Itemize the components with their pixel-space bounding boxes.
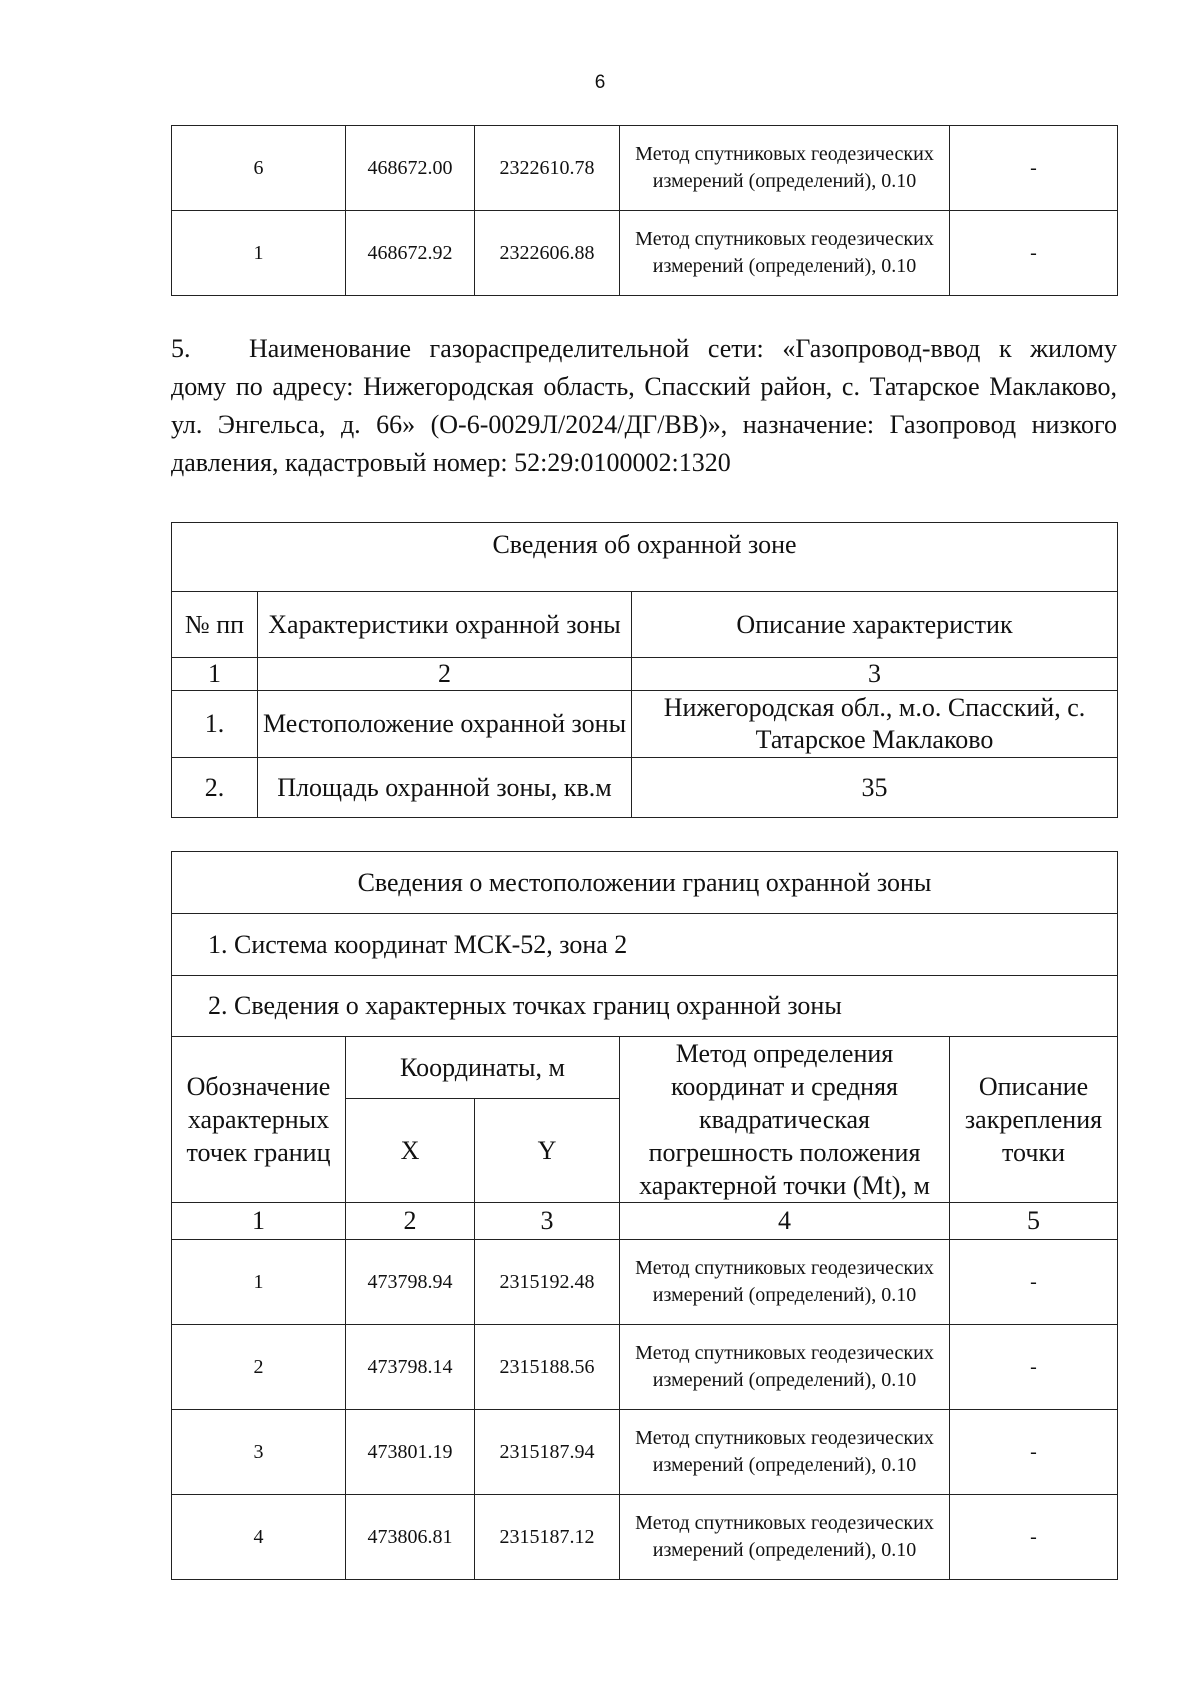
column-number: 2 <box>258 658 632 691</box>
table-title-row <box>172 852 1118 914</box>
method-cell: Метод спутниковых геодезических измерений (определений), 0.10 <box>620 1240 950 1325</box>
header-row <box>172 1037 1118 1099</box>
header-coords: Координаты, м <box>346 1037 620 1099</box>
table-row <box>172 126 1118 211</box>
y-cell: 2315187.12 <box>475 1495 620 1580</box>
column-numbers-row <box>172 658 1118 691</box>
x-cell: 473806.81 <box>346 1495 475 1580</box>
header-cell: Описание характеристик <box>632 592 1118 658</box>
y-cell: 2322610.78 <box>475 126 620 211</box>
method-cell: Метод спутниковых геодезических измерений (определений), 0.10 <box>620 211 950 296</box>
method-cell: Метод спутниковых геодезических измерений (определений), 0.10 <box>620 1325 950 1410</box>
y-cell: 2315192.48 <box>475 1240 620 1325</box>
row-number: 2. <box>172 758 258 818</box>
page-number: 6 <box>594 72 606 93</box>
row-number: 1. <box>172 691 258 758</box>
table-row <box>172 691 1118 758</box>
y-cell: 2322606.88 <box>475 211 620 296</box>
header-cell: Характеристики охранной зоны <box>258 592 632 658</box>
table-row <box>172 211 1118 296</box>
table-row <box>172 1410 1118 1495</box>
point-cell: 3 <box>172 1410 346 1495</box>
header-y: Y <box>475 1098 620 1202</box>
method-cell: Метод спутниковых геодезических измерений (определений), 0.10 <box>620 126 950 211</box>
coord-system: 1. Система координат МСК-52, зона 2 <box>172 914 1118 976</box>
table-title: Сведения о местоположении границ охранной зоны <box>172 852 1118 914</box>
desc-cell: - <box>950 1325 1118 1410</box>
table-row <box>172 1240 1118 1325</box>
points-title: 2. Сведения о характерных точках границ охранной зоны <box>172 976 1118 1037</box>
column-number: 1 <box>172 1203 346 1240</box>
column-number: 1 <box>172 658 258 691</box>
desc-cell: - <box>950 1410 1118 1495</box>
table-row <box>172 1495 1118 1580</box>
method-cell: Метод спутниковых геодезических измерений (определений), 0.10 <box>620 1410 950 1495</box>
zone-boundaries-table <box>171 851 1118 1580</box>
desc-cell: - <box>950 126 1118 211</box>
desc-cell: - <box>950 211 1118 296</box>
section-number: 5. <box>171 334 191 363</box>
column-number: 5 <box>950 1203 1118 1240</box>
row-name: Местоположение охранной зоны <box>258 691 632 758</box>
header-designation: Обозначение характерных точек границ <box>172 1037 346 1203</box>
table-row <box>172 1325 1118 1410</box>
points-title-row <box>172 976 1118 1037</box>
table-title-row <box>172 523 1118 592</box>
x-cell: 473798.94 <box>346 1240 475 1325</box>
point-cell: 2 <box>172 1325 346 1410</box>
table-title: Сведения об охранной зоне <box>172 523 1118 592</box>
column-numbers-row <box>172 1203 1118 1240</box>
point-cell: 4 <box>172 1495 346 1580</box>
point-cell: 1 <box>172 211 346 296</box>
y-cell: 2315187.94 <box>475 1410 620 1495</box>
table-row <box>172 758 1118 818</box>
y-cell: 2315188.56 <box>475 1325 620 1410</box>
protection-zone-table <box>171 522 1118 818</box>
points-table-continued <box>171 125 1118 296</box>
coord-system-row <box>172 914 1118 976</box>
x-cell: 468672.00 <box>346 126 475 211</box>
section-text: Наименование газораспределительной сети: «Газопровод-ввод к жилому дому по адресу: Нижегородская область, Спасский район, с. Татарское Маклаково, ул. Энгельса, д. 66» (О-6-0029Л/2024/ДГ/ВВ)», назначение: Газопровод низкого давления, кадастровый номер: 52:29:0100002:1320 <box>171 334 1117 477</box>
desc-cell: - <box>950 1240 1118 1325</box>
header-desc: Описание закрепления точки <box>950 1037 1118 1203</box>
method-cell: Метод спутниковых геодезических измерений (определений), 0.10 <box>620 1495 950 1580</box>
point-cell: 6 <box>172 126 346 211</box>
header-row <box>172 592 1118 658</box>
point-cell: 1 <box>172 1240 346 1325</box>
column-number: 3 <box>632 658 1118 691</box>
x-cell: 473801.19 <box>346 1410 475 1495</box>
column-number: 4 <box>620 1203 950 1240</box>
header-x: X <box>346 1098 475 1202</box>
desc-cell: - <box>950 1495 1118 1580</box>
row-value: Нижегородская обл., м.о. Спасский, с. Татарское Маклаково <box>632 691 1118 758</box>
column-number: 2 <box>346 1203 475 1240</box>
x-cell: 468672.92 <box>346 211 475 296</box>
row-name: Площадь охранной зоны, кв.м <box>258 758 632 818</box>
section-5-paragraph <box>171 330 1117 482</box>
header-cell: № пп <box>172 592 258 658</box>
row-value: 35 <box>632 758 1118 818</box>
header-method: Метод определения координат и средняя квадратическая погрешность положения характерной точки (Mt), м <box>620 1037 950 1203</box>
column-number: 3 <box>475 1203 620 1240</box>
x-cell: 473798.14 <box>346 1325 475 1410</box>
